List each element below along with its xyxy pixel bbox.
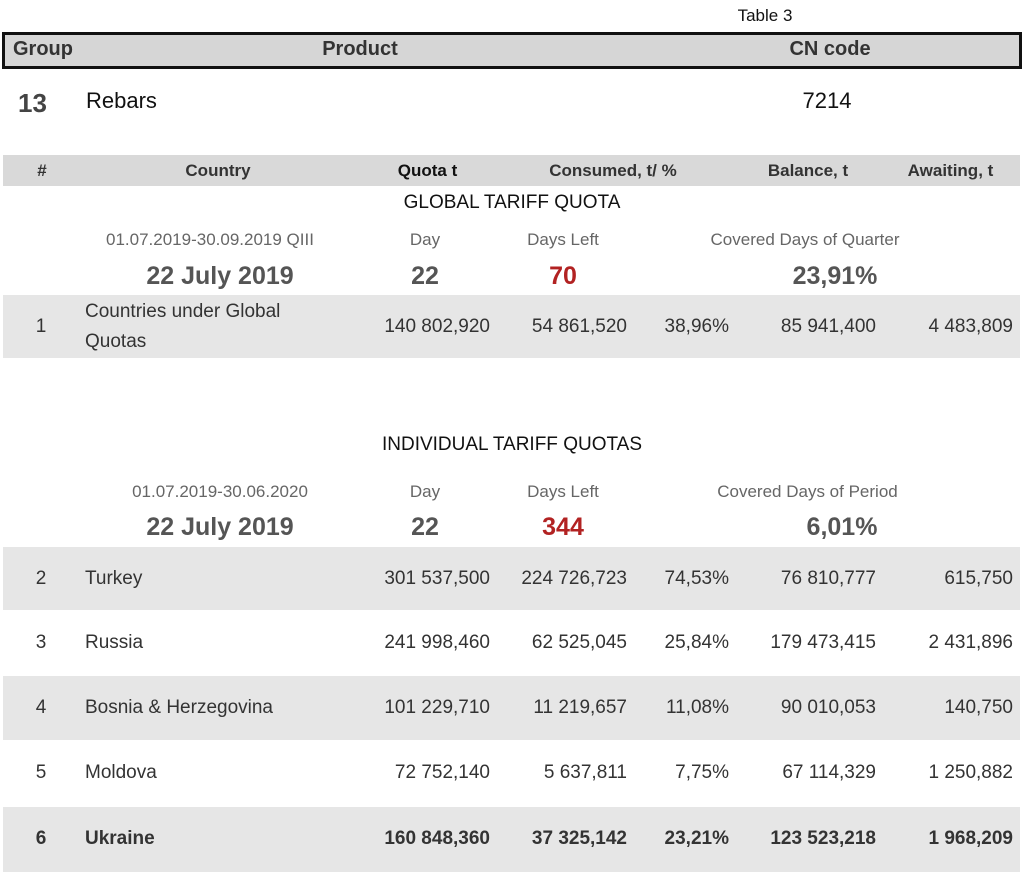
group-number: 13 xyxy=(18,88,47,118)
row-balance: 179 473,415 xyxy=(770,632,876,653)
row-quota: 301 537,500 xyxy=(384,568,490,589)
row-quota: 101 229,710 xyxy=(384,697,490,718)
row-consumed: 5 637,811 xyxy=(543,762,627,783)
row-quota: 72 752,140 xyxy=(394,762,490,783)
row-country: Ukraine xyxy=(85,828,155,849)
row-num: 1 xyxy=(35,316,47,337)
row-awaiting: 1 968,209 xyxy=(928,828,1013,849)
col-country: Country xyxy=(185,161,251,180)
individual-covered-label: Covered Days of Period xyxy=(717,482,898,501)
row-consumed: 54 861,520 xyxy=(531,316,627,337)
cn-code-header: CN code xyxy=(789,38,871,60)
row-consumed: 224 726,723 xyxy=(521,568,627,589)
individual-date: 22 July 2019 xyxy=(146,513,294,541)
row-balance: 67 114,329 xyxy=(782,762,876,783)
individual-day: 22 xyxy=(411,513,439,541)
col-num: # xyxy=(37,161,47,180)
row-awaiting: 2 431,896 xyxy=(928,632,1013,653)
individual-days-left-label: Days Left xyxy=(527,482,599,501)
table-label: Table 3 xyxy=(737,6,793,25)
col-awaiting: Awaiting, t xyxy=(907,161,994,180)
global-days-left-label: Days Left xyxy=(527,230,599,249)
row-balance: 85 941,400 xyxy=(780,316,876,337)
row-consumed: 11 219,657 xyxy=(533,697,627,718)
row-quota: 241 998,460 xyxy=(384,632,490,653)
table-row xyxy=(3,807,1020,872)
top-header-bar xyxy=(2,32,1022,69)
col-quota: Quota t xyxy=(397,161,458,180)
row-pct: 11,08% xyxy=(665,697,729,718)
individual-covered: 6,01% xyxy=(806,513,878,541)
table-row xyxy=(3,295,1020,358)
row-balance: 76 810,777 xyxy=(780,568,876,589)
row-country: Countries under Global xyxy=(85,301,281,322)
col-consumed: Consumed, t/ % xyxy=(549,161,677,180)
row-balance: 123 523,218 xyxy=(770,828,876,849)
row-pct: 7,75% xyxy=(675,762,729,783)
column-header-bar xyxy=(3,155,1020,186)
row-num: 4 xyxy=(35,697,47,718)
product-header: Product xyxy=(322,38,398,60)
row-num: 6 xyxy=(35,828,47,849)
row-awaiting: 1 250,882 xyxy=(928,762,1013,783)
row-num: 3 xyxy=(35,632,47,653)
table-row xyxy=(3,612,1020,675)
row-awaiting: 140,750 xyxy=(944,697,1013,718)
row-country: Russia xyxy=(85,632,144,653)
global-days-left: 70 xyxy=(549,262,577,290)
global-day: 22 xyxy=(411,262,439,290)
table-row xyxy=(3,676,1020,740)
global-covered: 23,91% xyxy=(792,262,878,290)
row-pct: 23,21% xyxy=(664,828,729,849)
individual-section-title: INDIVIDUAL TARIFF QUOTAS xyxy=(381,434,643,455)
global-date: 22 July 2019 xyxy=(146,262,294,290)
individual-period: 01.07.2019-30.06.2020 xyxy=(132,482,308,501)
row-num: 2 xyxy=(35,568,47,589)
row-quota: 160 848,360 xyxy=(384,828,490,849)
row-consumed: 62 525,045 xyxy=(531,632,627,653)
row-balance: 90 010,053 xyxy=(780,697,876,718)
row-country: Turkey xyxy=(85,568,143,589)
global-period: 01.07.2019-30.09.2019 QIII xyxy=(106,230,314,249)
col-balance: Balance, t xyxy=(767,161,849,180)
table-row xyxy=(3,547,1020,610)
row-awaiting: 4 483,809 xyxy=(928,316,1013,337)
row-awaiting: 615,750 xyxy=(944,568,1013,589)
row-country: Bosnia & Herzegovina xyxy=(85,697,273,718)
row-pct: 38,96% xyxy=(664,316,729,337)
row-pct: 25,84% xyxy=(664,632,729,653)
group-header: Group xyxy=(13,38,73,60)
row-country-line2: Quotas xyxy=(85,331,147,352)
product-name: Rebars xyxy=(86,88,157,113)
row-num: 5 xyxy=(35,762,47,783)
row-country: Moldova xyxy=(85,762,157,783)
cn-code-value: 7214 xyxy=(802,88,852,113)
global-day-label: Day xyxy=(409,230,441,249)
individual-days-left: 344 xyxy=(542,513,584,541)
row-pct: 74,53% xyxy=(664,568,729,589)
individual-day-label: Day xyxy=(409,482,441,501)
table-row xyxy=(3,742,1020,805)
global-covered-label: Covered Days of Quarter xyxy=(710,230,900,249)
row-consumed: 37 325,142 xyxy=(531,828,627,849)
global-section-title: GLOBAL TARIFF QUOTA xyxy=(403,192,621,213)
row-quota: 140 802,920 xyxy=(384,316,490,337)
